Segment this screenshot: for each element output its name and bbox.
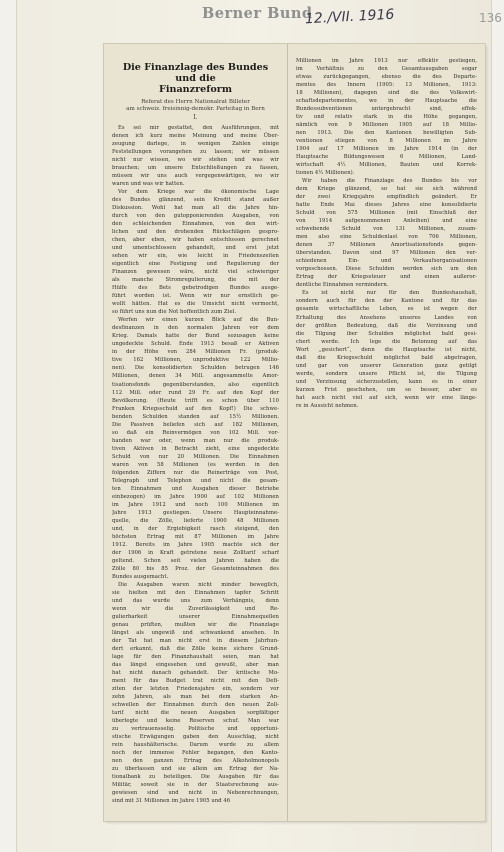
article-line: waren und was wir hatten. xyxy=(112,181,185,188)
article-line: überlegte und keine Reserven schuf. Man war xyxy=(112,718,279,725)
article-line: nen 1913. Die den Kantonen bewilligten Sub- xyxy=(296,130,477,137)
article-line: 18 Millionen), dagegen sind die des Volkswirt- xyxy=(296,90,477,97)
article-line: ten Einnahmen und Ausgaben dieser Betriebe xyxy=(112,485,279,492)
article-line: hat nicht danach gehandelt. Der kritische Mo- xyxy=(112,670,279,677)
article-line: Jahre 1913 gestiegen. Unsere Haupteinnahme- xyxy=(112,509,279,516)
article-line: ziten der letzten Friedensjahre ein, sondern vor xyxy=(112,686,279,693)
article-line: und, in der Ergiebigkeit rasch steigend, den xyxy=(112,525,279,532)
article-line: zeugung darlege, in wenigen Zahlen einige xyxy=(112,141,279,148)
article-title-line-2: Finanzreform xyxy=(159,84,232,95)
article-line: lage für den Finanzhaushalt seien, man hat xyxy=(112,654,279,661)
article-line: folgenden Ziffern nur die Reinerträge von Post, xyxy=(112,469,279,476)
article-line: Feststellungen vorangehen zu lassen; wir müssen xyxy=(112,149,279,156)
article-line: ment für das Budget trat nicht mit den Defi- xyxy=(112,678,279,685)
article-line: Es sei mir gestattet, den Ausführungen, mit xyxy=(118,125,279,131)
article-line: Bundessubventionen untergebracht sind, effek- xyxy=(296,106,477,113)
article-line: Ertrag der Kriegssteuer und einen außeror- xyxy=(296,274,477,281)
article-line: Schuld von 575 Millionen (mit Einschluß der xyxy=(296,210,477,217)
article-line: tionalbank zu beteiligen. Die Ausgaben für das xyxy=(112,774,279,781)
article-line: der zwei Kriegsjahre empfindlich geändert. Er xyxy=(296,194,477,201)
article-line: im Jahre 1912 und noch 100 Millionen im xyxy=(112,501,279,508)
article-line: Bundes ausgemacht. xyxy=(112,573,169,580)
article-line: sie hielten mit den Einnahmen tapfer Schritt xyxy=(112,589,279,596)
article-line: Telegraph und Telephon und nicht die gesam- xyxy=(112,477,279,484)
handwritten-date: 12./VII. 1916 xyxy=(304,6,395,28)
article-line: quelle, die Zölle, lieferte 1900 48 Millionen xyxy=(112,517,279,524)
article-column-right xyxy=(288,44,485,821)
article-line: durch von den gutopponierenden Ausgaben, von xyxy=(112,213,279,220)
article-line: nicht nur wissen, wo wir stehen und was wir xyxy=(112,157,279,164)
article-line: Die Passiven beliefen sich auf 182 Millionen, xyxy=(112,421,279,428)
article-line: dentliche Einnahmen vermindern. xyxy=(296,282,389,289)
article-line: als manche Stromregulierung, die mit der xyxy=(112,277,279,284)
article-line: Militär, soweit sie in der Staatsrechnung aus- xyxy=(112,782,279,789)
article-line: Zölle 80 bis 85 Proz. der Gesamteinnahmen des xyxy=(112,565,279,572)
article-line: waren von 58 Millionen (es werden in den xyxy=(112,461,279,468)
article-line: Franken Kriegsschuld auf den Kopf!) Die schwe- xyxy=(112,405,279,412)
article-line: im Verhältnis zu den Gesamtausgaben sogar xyxy=(296,66,477,73)
article-line: müssen wir uns auch vergegenwärtigen, wo wir xyxy=(112,173,279,180)
article-line: 1912. Bereits im Jahre 1905 machte sich der xyxy=(112,541,279,548)
article-line: schwebende Schuld von 131 Millionen, zusam- xyxy=(296,226,477,233)
article-line: werde, sondern unsere Pflicht ist, die Tilgung xyxy=(296,370,477,377)
article-line: denen ich kurz meine Meinung und meine Über- xyxy=(112,133,279,140)
article-line: Diskussion. Wohl hat man all die Jahre hin- xyxy=(112,205,279,212)
article-title-line-1: Die Finanzlage des Bundes und die xyxy=(122,62,269,84)
article-line: Bevölkerung. (Heute trifft es schon über 110 xyxy=(112,397,279,404)
article-line: nen den ganzen Ertrag des Alkoholmonopols xyxy=(112,758,279,765)
article-line: 112 Mill. oder rund 29 Fr. auf den Kopf der xyxy=(112,389,279,396)
article-line: geltend. Schon seit vielen Jahren haben die xyxy=(112,557,279,564)
article-line: von 1914 aufgenommenen Anleihen) und eine xyxy=(296,218,477,225)
article-line: höchsten Ertrag mit 87 Millionen im Jahre xyxy=(112,533,279,540)
article-line: der 1906 in Kraft getretene neue Zolltarif scharf xyxy=(112,549,279,556)
article-line: hatte Ende Mai dieses Jahres eine konsolidierte xyxy=(296,202,477,209)
article-line: Millionen im Jahre 1913 nur effektiv gestiegen, xyxy=(296,58,477,64)
article-line: tiv und relativ stark in die Höhe gegangen, xyxy=(296,114,477,121)
article-line: Hauptsache Bildungswesen 6 Millionen, Land- xyxy=(296,154,477,161)
article-line: einbezogen) im Jahre 1900 auf 102 Millionen xyxy=(112,493,279,500)
newspaper-clipping xyxy=(104,44,485,821)
article-line: 1904 auf 17 Millionen im Jahre 1914 (in der xyxy=(296,146,477,153)
article-line: denen 37 Millionen Amortisationsfonds gegen- xyxy=(296,242,477,249)
newspaper-name: Berner Bund xyxy=(202,5,313,22)
article-line: brauchen; um unsere Entschließungen zu fassen, xyxy=(112,165,279,172)
byline-line-2: am schweiz. freisinnig-demokr. Parteitag in Bern xyxy=(126,106,265,112)
article-line: tionen 4½ Millionen). xyxy=(296,170,355,177)
article-line: das längst eingesehen und gewußt, aber man xyxy=(112,662,279,669)
article-line: ventionen stiegen von 8 Millionen im Jahre xyxy=(296,138,477,145)
article-line: Erhaltung des Ansehens unseres Landes von xyxy=(296,314,477,321)
article-line: der Tat hat man nicht erst in diesem Jahrhun- xyxy=(112,638,279,644)
article-line: in der Höhe von 284 Millionen Fr. (produk- xyxy=(112,349,279,356)
article-line: genau prüften, mußten wir die Finanzlage xyxy=(112,621,279,628)
article-line: zehn Jahren, als man bei dem starken An- xyxy=(112,694,279,701)
article-line: schwellen der Einnahmen durch den neuen Zoll- xyxy=(112,702,279,709)
article-line: der größten Bedeutung, daß die Verzinsung und xyxy=(296,322,477,329)
article-line: gewiesen sind und nicht in Nebenrechnungen, xyxy=(112,790,279,797)
article-byline xyxy=(112,99,279,121)
article-line: Die Ausgaben waren nicht minder beweglich, xyxy=(118,581,279,588)
archive-number: 136 xyxy=(479,11,502,25)
article-line: men also eine Schuldenlast von 706 Millionen, xyxy=(296,234,477,241)
article-line: hat auch nicht viel auf sich, wenn wir eine länge- xyxy=(296,394,477,401)
article-line: vorgeschossen. Diese Schulden werden sich um den xyxy=(296,266,477,273)
article-line: schaftsdepartementes, wo in der Hauptsache die xyxy=(296,98,477,105)
article-line: zu vertrauensselig. Politische und opportuni- xyxy=(112,726,279,733)
article-line: handen war oder, wenn man nur die produk- xyxy=(112,437,279,444)
article-line: nämlich von 9 Millionen 1905 auf 18 Millio- xyxy=(296,122,477,129)
article-line: die Tilgung iber Schulden möglichst bald gesi- xyxy=(296,330,477,337)
article-line: tive 162 Millionen, unproduktive 122 Millio- xyxy=(112,357,279,364)
article-line: Schuld von nur 20 Millionen. Die Einnahmen xyxy=(112,453,279,460)
article-line: und gar von unserer Generation ganz getilgt xyxy=(296,362,477,369)
article-line: nen). Die konsolidierten Schulden betrugen 146 xyxy=(112,365,279,372)
article-line: tarif nicht die neuen Ausgaben sorgfältiger xyxy=(112,710,279,717)
article-line: Vor dem Kriege war die ökonomische Lage xyxy=(118,189,279,196)
article-text-left xyxy=(112,124,279,805)
article-line: rein haushälterische. Darum wurde zu allem xyxy=(112,742,279,749)
article-line: längst als ungewiß und schwankend ansehen. In xyxy=(112,629,279,636)
article-line: gulierbarkeit unserer Einnahmequellen xyxy=(112,613,279,620)
article-line: überstanden. Davon sind 97 Millionen den ver- xyxy=(296,250,477,257)
article-line: etwas zurückgegangen, ebenso die des Departe- xyxy=(296,74,477,81)
article-line: wollt hätten. Hat es die Umsicht nicht vermocht, xyxy=(112,301,279,308)
byline-line-1: Referat des Herrn Nationalrat Billeter xyxy=(141,99,250,105)
article-line: Finanzen gewesen wäre, nicht viel schwieriger xyxy=(112,269,279,276)
article-line: daß die Kriegsschuld möglichst bald abgetragen, xyxy=(296,354,477,361)
article-line: sehen wir ein, wie leicht in Friedenszeiten xyxy=(112,253,279,260)
article-line: tisationsfonds gegenüberstanden, also eigentlich xyxy=(112,381,279,388)
article-line: so daß ein Reinvermögen von 102 Mill. vor- xyxy=(112,429,279,436)
article-line: chert werde. Ich lege die Betonung auf das xyxy=(296,338,477,345)
article-line: noch der immense Fehler begangen, den Kanto- xyxy=(112,750,279,757)
article-line: den schleichenden Einnahmen, von den wirt- xyxy=(112,221,279,228)
article-line: ungedeckte Schuld. Ende 1913 besaß er Aktiven xyxy=(112,341,279,348)
article-line: stische Erwägungen gaben den Ausschlag, nicht xyxy=(112,734,279,741)
article-line: Es ist nicht nur für den Bundeshaushalt, xyxy=(302,290,477,297)
article-line: re in Aussicht nehmen. xyxy=(296,402,359,409)
article-line: zu überlassen und sie allein am Ertrag der Na- xyxy=(112,766,279,773)
article-line: Millionen, denen 34 Mill. angesammelte Amor- xyxy=(112,373,279,380)
article-line: sondern auch für den der Kantone und für das xyxy=(296,298,477,305)
article-line: benden Schulden standen auf 15½ Millionen. xyxy=(112,413,279,420)
article-line: dem Kriege glänzend, so hat sie sich während xyxy=(296,186,477,193)
article-line: lichen und den drohenden Rückschlägen gespro- xyxy=(112,229,279,236)
article-line: Wort „gesichert“, denn die Hauptsache ist nicht, xyxy=(296,346,477,353)
article-line: sind mit 31 Millionen im Jahre 1905 und 46 xyxy=(112,798,231,805)
article-column-left xyxy=(104,44,288,821)
article-line: schiedenen Ein- und Verkaufsorganisationen xyxy=(296,258,477,265)
article-line: chen, aber eben, wir haben entschlossen gerechnet xyxy=(112,237,279,244)
article-line: wenn wir die Zuverlässigkeit und Re- xyxy=(112,605,279,612)
article-line: und Verzinsung sicherzustellen, kann es in einer xyxy=(296,378,477,385)
article-line: und umentschlossen gehandelt, und erst jetzt xyxy=(112,245,279,252)
article-line: Hülfe des Bets gebetrodigen Bundes ausge- xyxy=(112,285,279,292)
article-line: führt worden ist. Wenn wir nur ernstlich ge- xyxy=(112,293,279,300)
article-line: mentes des Innern (1905: 13 Millionen, 1913: xyxy=(296,82,477,89)
article-line: Krieg. Damals hatte der Bund sozusagen keine xyxy=(112,333,279,340)
article-line: dert erkannt, daß die Zölle keine sichere Grund- xyxy=(112,646,279,653)
article-line: wirtschaft 4½ Millionen, Bauten und Korrek- xyxy=(296,162,477,169)
article-line: und das wurde uns zum Verhängnis, denn xyxy=(112,597,279,604)
article-line: gesamte wirtschaftliche Leben, es ist wegen der xyxy=(296,306,477,313)
article-line: tiven Aktiven in Betracht zieht, eine ungedeckte xyxy=(112,445,279,452)
article-line: des Bundes glänzend, sein Kredit stand außer xyxy=(112,197,279,204)
section-number: I. xyxy=(193,114,198,121)
article-line: Wir haben die Finanzlage des Bundes bis vor xyxy=(302,178,477,185)
article-line: eigentlich eine Festigung und Regulierung der xyxy=(112,261,279,268)
article-line: desfinanzen in den normalen Jahren vor dem xyxy=(112,325,279,332)
article-title xyxy=(112,62,279,95)
article-line: kurzen Frist geschehen, um so besser, aber es xyxy=(296,386,477,393)
article-line: Werfen wir einen kurzen Blick auf die Bun- xyxy=(118,317,279,324)
article-text-right xyxy=(296,57,477,410)
article-line: so führt uns nun die Not hoffentlich zum Ziel. xyxy=(112,309,237,316)
